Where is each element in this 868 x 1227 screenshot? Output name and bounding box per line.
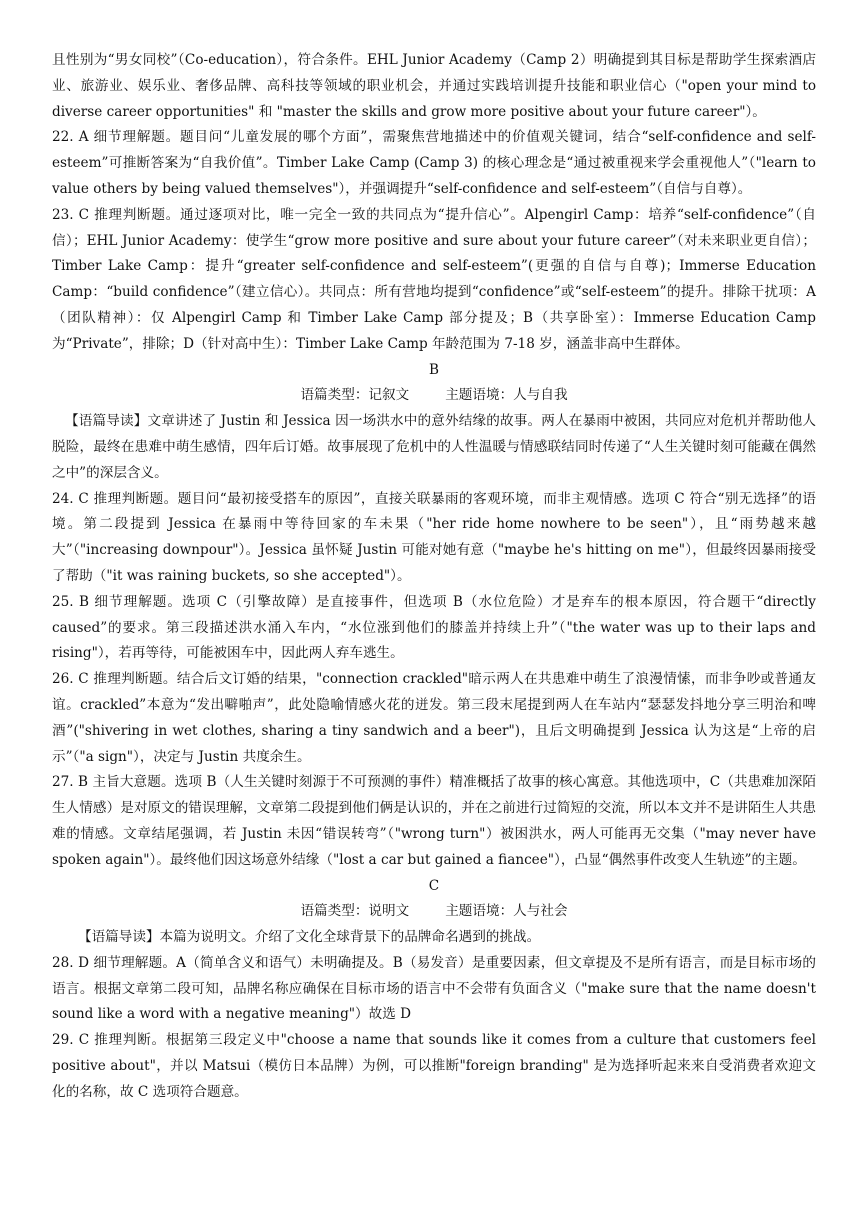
- answer-paragraph-27: 27. B 主旨大意题。选项 B（人生关键时刻源于不可预测的事件）精准概括了故事的核心寓意。其他选项中，C（共患难加深陌生人情感）是对原文的错误理解，文章第二段提到他们俩是认识的，并在之前进行过简短的交流，所以本文并不是讲陌生人共患难的情感。文章结尾强调，若 Justin 未因“错误转弯”（"wrong turn"）被困洪水，两人可能再无交集（"may never have spoken again"）。最终他们因这场意外结缘（"lost a car but gained a fiancee"），凸显“偶然事件改变人生轨迹”的主题。: [52, 774, 816, 868]
- answer-paragraph-24: 24. C 推理判断题。题目问“最初接受搭车的原因”，直接关联暴雨的客观环境，而非主观情感。选项 C 符合“别无选择”的语境。第二段提到 Jessica 在暴雨中等待回家的车未果（"her ride home nowhere to be seen"），且“雨势越来越大”（"increasing downpour"）。Jessica 虽怀疑 Justin 可能对她有意（"maybe he's hitting on me"），但最终因暴雨接受了帮助（"it was raining buckets, so she accepted"）。: [52, 490, 816, 584]
- genre-type-c: 语篇类型：说明文: [300, 903, 410, 920]
- answer-paragraph-23: 23. C 推理判断题。通过逐项对比，唯一完全一致的共同点为“提升信心”。Alpengirl Camp：培养“self-confidence”（自信）；EHL Junior Academy：使学生“grow more positive and sure about your future career”（对未来职业更自信）；Timber Lake Camp：提升“greater self-confidence and self-esteem”(更强的自信与自尊)；Immerse Education Camp：“build confidence”（建立信心）。共同点：所有营地均提到“confidence”或“self-esteem”的提升。排除干扰项：A（团队精神）：仅 Alpengirl Camp 和 Timber Lake Camp 部分提及；B（共享卧室）：Immerse Education Camp 为“Private”，排除；D（针对高中生）：Timber Lake Camp 年龄范围为 7-18 岁，涵盖非高中生群体。: [52, 206, 816, 352]
- answer-paragraph-camp2: 且性别为“男女同校”（Co-education），符合条件。EHL Junior Academy（Camp 2）明确提到其目标是帮助学生探索酒店业、旅游业、娱乐业、奢侈品牌、高科技等领域的职业机会，并通过实践培训提升技能和职业信心（"open your mind to diverse career opportunities" 和 "master the skills and grow more positive about your future career"）。: [52, 52, 816, 120]
- genre-theme-b: 主题语境：人与自我: [445, 387, 568, 404]
- section-letter-c: C: [428, 877, 440, 894]
- section-letter-b: B: [429, 361, 439, 378]
- answer-paragraph-25: 25. B 细节理解题。选项 C（引擎故障）是直接事件，但选项 B（水位危险）才是弃车的根本原因，符合题干“directly caused”的要求。第三段描述洪水涌入车内，“水位涨到他们的膝盖并持续上升”（"the water was up to their laps and rising"），若再等待，可能被困车中，因此两人弃车逃生。: [52, 593, 816, 662]
- answer-paragraph-26: 26. C 推理判断题。结合后文订婚的结果，"connection crackled"暗示两人在共患难中萌生了浪漫情愫，而非争吵或普通友谊。crackled”本意为“发出噼啪声”，此处隐喻情感火花的迸发。第三段末尾提到两人在车站内“瑟瑟发抖地分享三明治和啤酒”("shivering in wet clothes, sharing a tiny sandwich and a beer")，且后文明确提到 Jessica 认为这是“上帝的启示”（"a sign"），决定与 Justin 共度余生。: [52, 671, 816, 765]
- genre-theme-c: 主题语境：人与社会: [445, 903, 568, 920]
- genre-line-c: [52, 899, 816, 925]
- answer-paragraph-22: 22. A 细节理解题。题目问“儿童发展的哪个方面”，需聚焦营地描述中的价值观关键词，结合“self-confidence and self-esteem”可推断答案为“自我价值”。Timber Lake Camp (Camp 3) 的核心理念是“通过被重视来学会重视他人”（"learn to value others by being valued themselves"），并强调提升“self-confidence and self-esteem”（自信与自尊）。: [52, 129, 816, 197]
- answer-paragraph-29: 29. C 推理判断。根据第三段定义中"choose a name that sounds like it comes from a culture that customers feel positive about"，并以 Matsui（模仿日本品牌）为例，可以推断"foreign branding" 是为选择听起来来自受消费者欢迎文化的名称，故 C 选项符合题意。: [52, 1032, 816, 1100]
- genre-line-b: [52, 383, 816, 409]
- genre-type-b: 语篇类型：记叙文: [300, 387, 410, 404]
- guide-paragraph-c: 【语篇导读】本篇为说明文。介绍了文化全球背景下的品牌命名遇到的挑战。: [78, 929, 541, 946]
- answer-paragraph-28: 28. D 细节理解题。A（简单含义和语气）未明确提及。B（易发音）是重要因素，但文章提及不是所有语言，而是目标市场的语言。根据文章第二段可知，品牌名称应确保在目标市场的语言中不会带有负面含义（"make sure that the name doesn't sound like a word with a negative meaning"）故选 D: [52, 954, 816, 1023]
- guide-paragraph-b: 【语篇导读】文章讲述了 Justin 和 Jessica 因一场洪水中的意外结缘的故事。两人在暴雨中被困，共同应对危机并帮助他人脱险，最终在患难中萌生感情，四年后订婚。故事展现了危机中的人性温暖与情感联结同时传递了“人生关键时刻可能藏在偶然之中”的深层含义。: [52, 413, 816, 481]
